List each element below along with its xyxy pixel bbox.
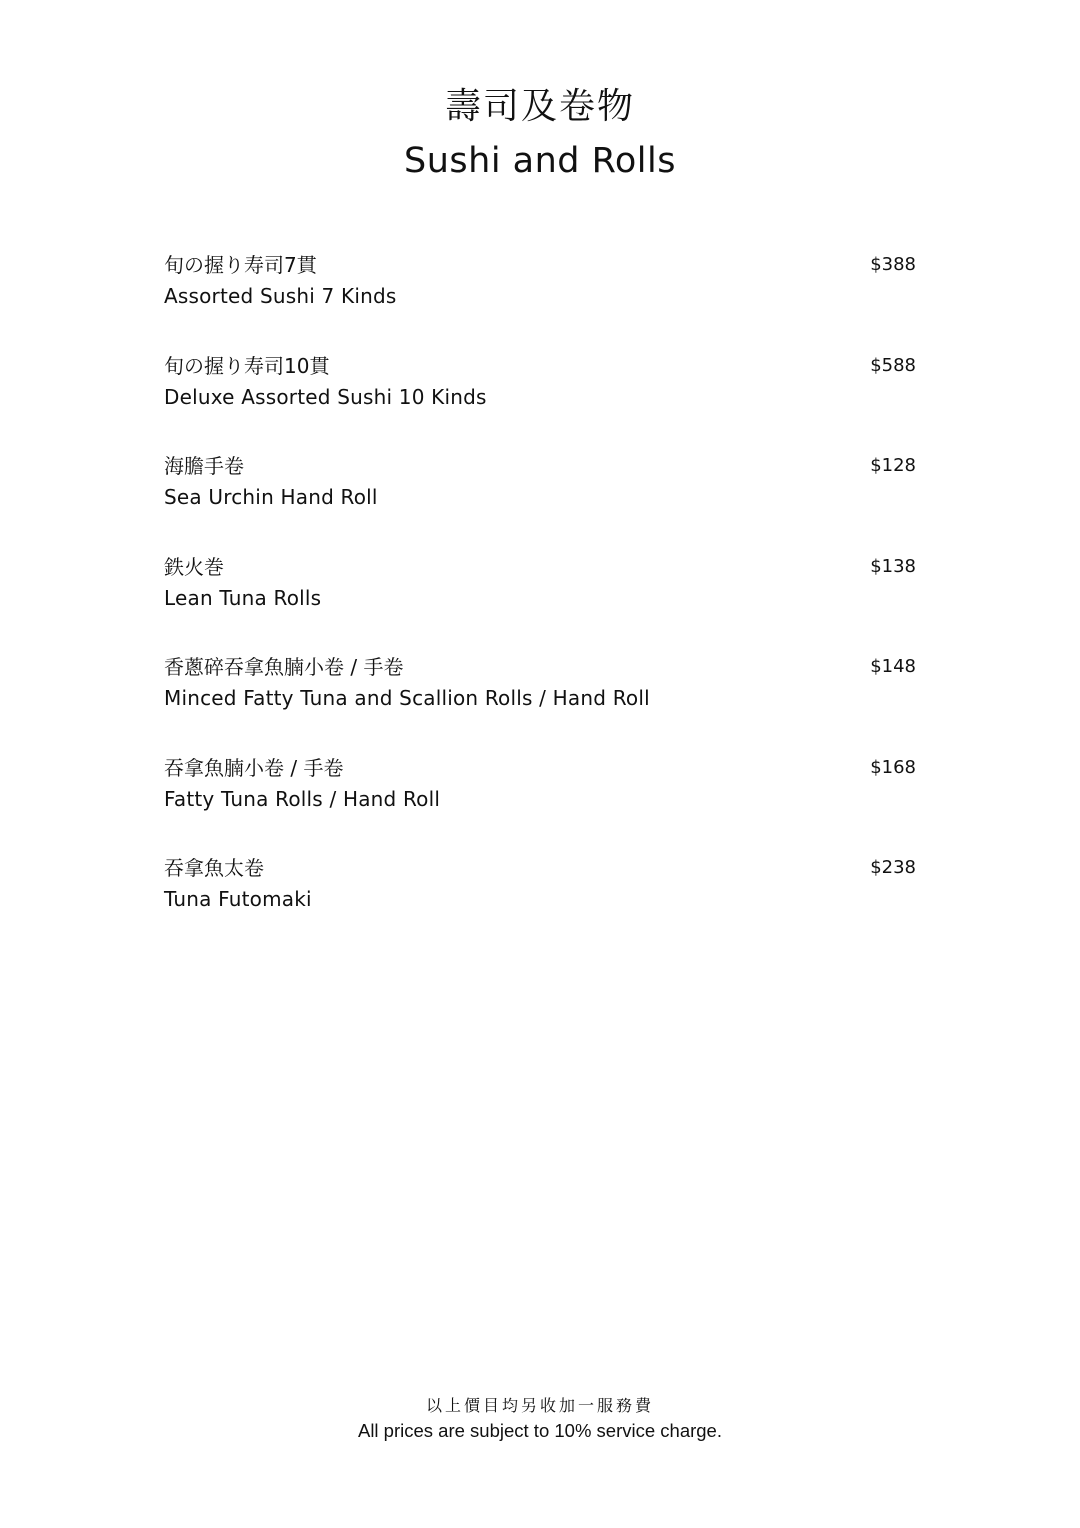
item-name-english: Tuna Futomaki (164, 887, 312, 911)
item-name-chinese: 海膽手卷 (164, 454, 244, 478)
item-name-english: Fatty Tuna Rolls / Hand Roll (164, 786, 441, 811)
menu-item (164, 351, 916, 452)
item-name-english: Sea Urchin Hand Roll (164, 485, 378, 509)
item-name-chinese: 旬の握り寿司10貫 (164, 353, 330, 378)
menu-item (164, 250, 916, 351)
menu-item (164, 853, 916, 954)
menu-header (0, 82, 1080, 186)
item-price: $148 (870, 656, 916, 677)
service-charge-footer (0, 1394, 1080, 1444)
page-title-chinese: 壽司及卷物 (444, 86, 635, 127)
menu-item (164, 753, 916, 854)
menu-item (164, 652, 916, 753)
menu-item (164, 552, 916, 653)
item-name-english: Lean Tuna Rolls (164, 585, 322, 610)
service-charge-note-english: All prices are subject to 10% service charge. (357, 1420, 722, 1441)
service-charge-note-chinese: 以上價目均另收加一服務費 (425, 1396, 654, 1415)
item-price: $588 (870, 354, 916, 376)
item-price: $238 (870, 857, 916, 878)
menu-item-list (164, 250, 916, 954)
item-name-chinese: 吞拿魚腩小卷 / 手卷 (164, 755, 344, 780)
item-name-english: Minced Fatty Tuna and Scallion Rolls / Hand Roll (164, 686, 650, 710)
item-price: $168 (870, 756, 916, 778)
item-name-chinese: 香蔥碎吞拿魚腩小卷 / 手卷 (164, 655, 404, 679)
item-name-chinese: 鉄火巻 (164, 554, 224, 579)
item-price: $388 (870, 254, 916, 275)
item-price: $128 (870, 455, 916, 476)
page-title-english: Sushi and Rolls (404, 141, 676, 181)
menu-item (164, 451, 916, 552)
item-name-english: Deluxe Assorted Sushi 10 Kinds (164, 384, 487, 409)
item-price: $138 (870, 555, 916, 577)
item-name-english: Assorted Sushi 7 Kinds (164, 284, 397, 308)
item-name-chinese: 旬の握り寿司7貫 (164, 253, 317, 277)
item-name-chinese: 吞拿魚太卷 (164, 856, 264, 880)
